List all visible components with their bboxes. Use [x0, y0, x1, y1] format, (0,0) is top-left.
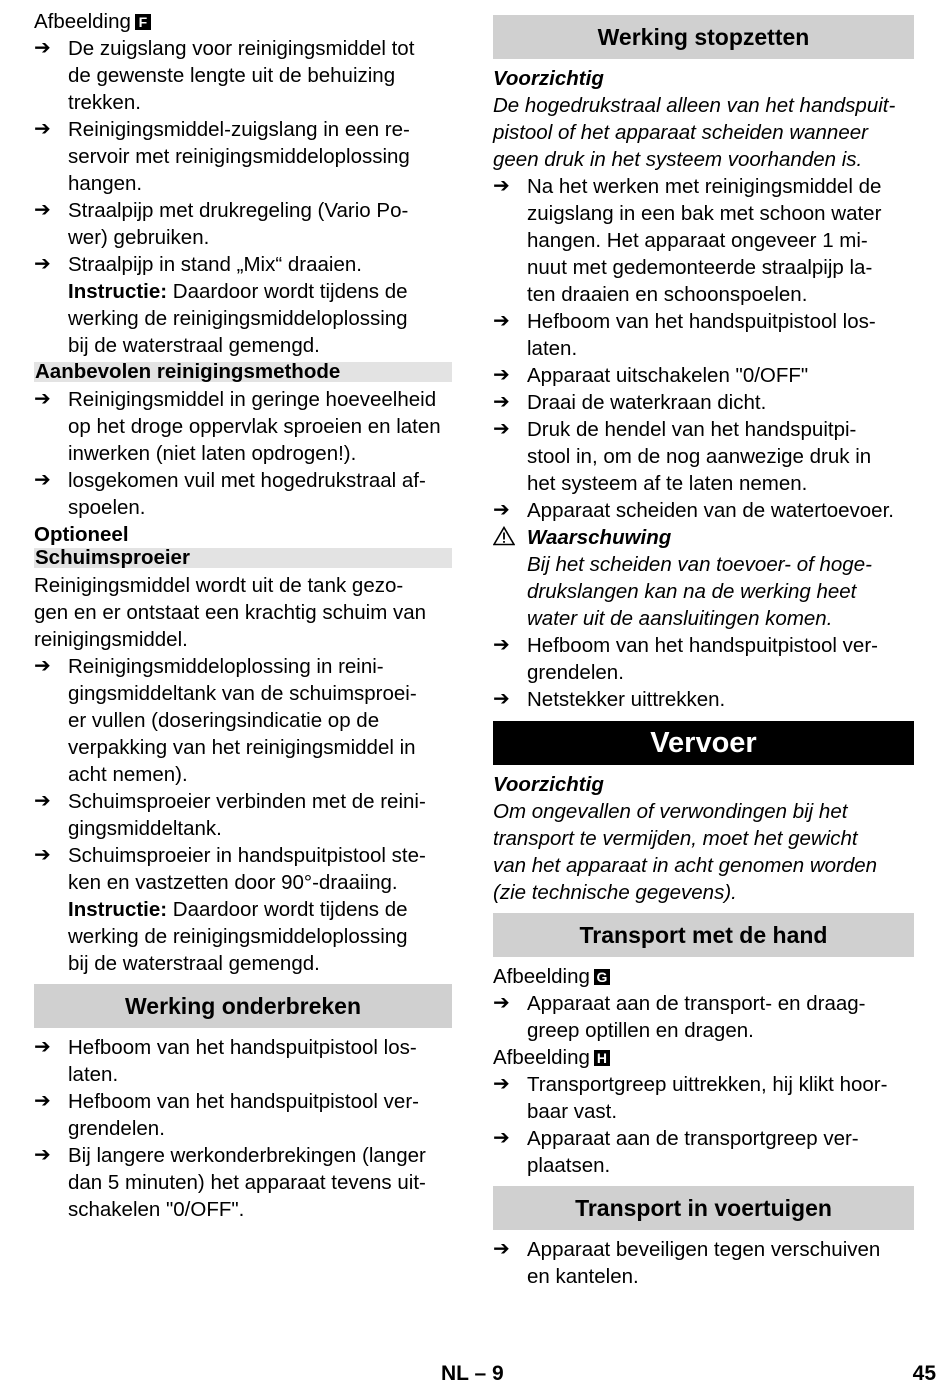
- paragraph-line: pistool of het apparaat scheiden wanneer: [493, 121, 868, 144]
- step-line: spoelen.: [68, 496, 146, 519]
- step-line: dan 5 minuten) het apparaat tevens uit-: [68, 1171, 426, 1194]
- paragraph-line: water uit de aansluitingen komen.: [527, 607, 833, 630]
- step-line: Draai de waterkraan dicht.: [527, 391, 767, 414]
- step-line: zuigslang in een bak met schoon water: [527, 202, 882, 225]
- paragraph-line: van het apparaat in acht genomen worden: [493, 854, 878, 877]
- paragraph-line: drukslangen kan na de werking heet: [527, 580, 857, 603]
- right-arrow-icon: ➔: [34, 1090, 51, 1112]
- right-arrow-icon: ➔: [34, 1036, 51, 1058]
- transport-by-hand-heading: Transport met de hand: [493, 913, 914, 957]
- step-line: greep optillen en dragen.: [527, 1019, 754, 1042]
- step-item: [34, 251, 452, 278]
- step-list: [493, 1236, 914, 1290]
- step-line: Hefboom van het handspuitpistool los-: [68, 1036, 417, 1059]
- step-line: De zuigslang voor reinigingsmiddel tot: [68, 37, 415, 60]
- right-arrow-icon: ➔: [34, 37, 51, 59]
- step-line: het systeem af te laten nemen.: [527, 472, 808, 495]
- caution-text: [493, 92, 914, 173]
- step-item: [34, 1142, 452, 1223]
- step-item: [493, 1236, 914, 1290]
- figure-reference: [34, 8, 452, 35]
- step-line: Reinigingsmiddel-zuigslang in een re-: [68, 118, 410, 141]
- step-item: [493, 389, 914, 416]
- step-line: baar vast.: [527, 1100, 618, 1123]
- right-arrow-icon: ➔: [493, 1073, 510, 1095]
- optional-heading: Optioneel: [34, 523, 129, 546]
- step-line: servoir met reinigingsmiddeloplossing: [68, 145, 410, 168]
- step-line: ten draaien en schoonspoelen.: [527, 283, 808, 306]
- right-arrow-icon: ➔: [34, 388, 51, 410]
- section-page-number: NL – 9: [441, 1362, 504, 1385]
- figure-label: Afbeelding: [493, 965, 590, 988]
- right-arrow-icon: ➔: [34, 655, 51, 677]
- step-line: hangen. Het apparaat ongeveer 1 mi-: [527, 229, 868, 252]
- step-item: [493, 990, 914, 1044]
- paragraph-line: Bij het scheiden van toevoer- of hoge-: [527, 553, 872, 576]
- caution-label: Voorzichtig: [493, 67, 604, 90]
- step-line: Netstekker uittrekken.: [527, 688, 726, 711]
- right-arrow-icon: ➔: [34, 253, 51, 275]
- right-arrow-icon: ➔: [493, 992, 510, 1014]
- step-list: [493, 990, 914, 1044]
- step-list: [493, 173, 914, 524]
- figure-label: Afbeelding: [493, 1046, 590, 1069]
- instruction-note: [34, 278, 452, 359]
- figure-reference: [493, 963, 914, 990]
- step-item: [493, 173, 914, 308]
- step-item: [493, 308, 914, 362]
- stop-operation-heading: Werking stopzetten: [493, 15, 914, 59]
- step-line: Apparaat beveiligen tegen verschuiven: [527, 1238, 881, 1261]
- step-line: Schuimsproeier verbinden met de reini-: [68, 790, 426, 813]
- step-item: [34, 116, 452, 197]
- interrupt-operation-heading: Werking onderbreken: [34, 984, 452, 1028]
- foam-sprayer-heading: Schuimsproeier: [34, 548, 452, 568]
- step-line: Apparaat scheiden van de watertoevoer.: [527, 499, 894, 522]
- step-line: Apparaat aan de transportgreep ver-: [527, 1127, 859, 1150]
- right-arrow-icon: ➔: [493, 499, 510, 521]
- step-line: grendelen.: [68, 1117, 165, 1140]
- right-arrow-icon: ➔: [34, 844, 51, 866]
- step-list: [493, 632, 914, 713]
- step-line: Apparaat aan de transport- en draag-: [527, 992, 866, 1015]
- recommended-method-heading: Aanbevolen reinigingsmethode: [34, 362, 452, 382]
- step-list: [34, 653, 452, 896]
- step-line: verpakking van het reinigingsmiddel in: [68, 736, 416, 759]
- step-line: Hefboom van het handspuitpistool ver-: [68, 1090, 419, 1113]
- step-item: [493, 416, 914, 497]
- step-line: de gewenste lengte uit de behuizing: [68, 64, 396, 87]
- step-line: Hefboom van het handspuitpistool ver-: [527, 634, 878, 657]
- step-item: [34, 467, 452, 521]
- step-line: gingsmiddeltank van de schuimsproei-: [68, 682, 417, 705]
- figure-letter-badge: F: [135, 14, 151, 30]
- figure-reference: [493, 1044, 914, 1071]
- step-list: [34, 35, 452, 278]
- instruction-note: [34, 896, 452, 977]
- caution-label: Voorzichtig: [493, 773, 604, 796]
- right-arrow-icon: ➔: [34, 469, 51, 491]
- step-line: nuut met gedemonteerde straalpijp la-: [527, 256, 873, 279]
- instruction-line: bij de waterstraal gemengd.: [68, 334, 320, 357]
- step-line: trekken.: [68, 91, 141, 114]
- figure-letter-badge: G: [594, 969, 610, 985]
- right-arrow-icon: ➔: [493, 310, 510, 332]
- step-line: ken en vastzetten door 90°-draaiing.: [68, 871, 398, 894]
- step-line: losgekomen vuil met hogedrukstraal af-: [68, 469, 426, 492]
- paragraph-line: gen en er ontstaat een krachtig schuim van: [34, 601, 427, 624]
- step-item: [493, 1071, 914, 1125]
- step-line: Straalpijp met drukregeling (Vario Po-: [68, 199, 409, 222]
- right-arrow-icon: ➔: [34, 199, 51, 221]
- instruction-line: werking de reinigingsmiddeloplossing: [68, 307, 408, 330]
- instruction-line: Daardoor wordt tijdens de: [167, 898, 408, 921]
- paragraph-line: De hogedrukstraal alleen van het handspuit-: [493, 94, 896, 117]
- step-item: [34, 197, 452, 251]
- step-item: [34, 386, 452, 467]
- paragraph-line: Om ongevallen of verwondingen bij het: [493, 800, 848, 823]
- step-line: laten.: [527, 337, 578, 360]
- instruction-label: Instructie:: [68, 280, 168, 303]
- step-line: grendelen.: [527, 661, 624, 684]
- step-line: laten.: [68, 1063, 119, 1086]
- paragraph-line: reinigingsmiddel.: [34, 628, 188, 651]
- step-item: [493, 362, 914, 389]
- figure-letter-badge: H: [594, 1050, 610, 1066]
- figure-label: Afbeelding: [34, 10, 131, 33]
- step-line: Na het werken met reinigingsmiddel de: [527, 175, 882, 198]
- step-item: [493, 632, 914, 686]
- step-list: [493, 1071, 914, 1179]
- right-arrow-icon: ➔: [493, 1238, 510, 1260]
- step-item: [34, 1034, 452, 1088]
- step-item: [34, 35, 452, 116]
- caution-text: [493, 798, 914, 906]
- step-line: Straalpijp in stand „Mix“ draaien.: [68, 253, 362, 276]
- warning-label: Waarschuwing: [527, 526, 672, 549]
- right-arrow-icon: ➔: [493, 418, 510, 440]
- right-column: [493, 8, 914, 1290]
- step-line: stool in, om de nog aanwezige druk in: [527, 445, 872, 468]
- step-line: Druk de hendel van het handspuitpi-: [527, 418, 857, 441]
- right-arrow-icon: ➔: [493, 634, 510, 656]
- step-item: [493, 686, 914, 713]
- paragraph-line: Reinigingsmiddel wordt uit de tank gezo-: [34, 574, 404, 597]
- step-line: Hefboom van het handspuitpistool los-: [527, 310, 876, 333]
- step-line: acht nemen).: [68, 763, 188, 786]
- step-line: Apparaat uitschakelen "0/OFF": [527, 364, 809, 387]
- step-list: [34, 386, 452, 521]
- right-arrow-icon: ➔: [493, 1127, 510, 1149]
- left-column: [34, 8, 452, 1223]
- instruction-line: Daardoor wordt tijdens de: [167, 280, 408, 303]
- paragraph-line: geen druk in het systeem voorhanden is.: [493, 148, 863, 171]
- step-line: wer) gebruiken.: [68, 226, 210, 249]
- right-arrow-icon: ➔: [493, 391, 510, 413]
- step-line: Reinigingsmiddel in geringe hoeveelheid: [68, 388, 437, 411]
- step-line: hangen.: [68, 172, 143, 195]
- paragraph-line: transport te vermijden, moet het gewicht: [493, 827, 858, 850]
- right-arrow-icon: ➔: [493, 175, 510, 197]
- right-arrow-icon: ➔: [34, 118, 51, 140]
- step-item: [493, 1125, 914, 1179]
- right-arrow-icon: ➔: [493, 364, 510, 386]
- warning-triangle-icon: [493, 526, 515, 546]
- step-item: [34, 653, 452, 788]
- step-line: en kantelen.: [527, 1265, 639, 1288]
- instruction-line: werking de reinigingsmiddeloplossing: [68, 925, 408, 948]
- instruction-text: [68, 278, 452, 305]
- instruction-text: [68, 896, 452, 923]
- warning-text: [527, 551, 914, 632]
- step-line: op het droge oppervlak sproeien en laten: [68, 415, 441, 438]
- step-line: er vullen (doseringsindicatie op de: [68, 709, 380, 732]
- warning-block: [493, 524, 914, 632]
- paragraph-line: (zie technische gegevens).: [493, 881, 737, 904]
- step-line: gingsmiddeltank.: [68, 817, 222, 840]
- step-item: [34, 1088, 452, 1142]
- page-number: 45: [912, 1362, 936, 1385]
- step-line: Schuimsproeier in handspuitpistool ste-: [68, 844, 426, 867]
- step-item: [493, 497, 914, 524]
- step-item: [34, 788, 452, 842]
- transport-section-heading: Vervoer: [493, 721, 914, 765]
- right-arrow-icon: ➔: [34, 1144, 51, 1166]
- step-line: plaatsen.: [527, 1154, 611, 1177]
- step-line: inwerken (niet laten opdrogen!).: [68, 442, 357, 465]
- foam-intro: [34, 572, 452, 653]
- transport-in-vehicles-heading: Transport in voertuigen: [493, 1186, 914, 1230]
- right-arrow-icon: ➔: [34, 790, 51, 812]
- step-line: Transportgreep uittrekken, hij klikt hoor-: [527, 1073, 888, 1096]
- step-item: [34, 842, 452, 896]
- step-line: Reinigingsmiddeloplossing in reini-: [68, 655, 384, 678]
- right-arrow-icon: ➔: [493, 688, 510, 710]
- step-line: schakelen "0/OFF".: [68, 1198, 245, 1221]
- instruction-label: Instructie:: [68, 898, 168, 921]
- step-line: Bij langere werkonderbrekingen (langer: [68, 1144, 426, 1167]
- step-list: [34, 1034, 452, 1223]
- instruction-line: bij de waterstraal gemengd.: [68, 952, 320, 975]
